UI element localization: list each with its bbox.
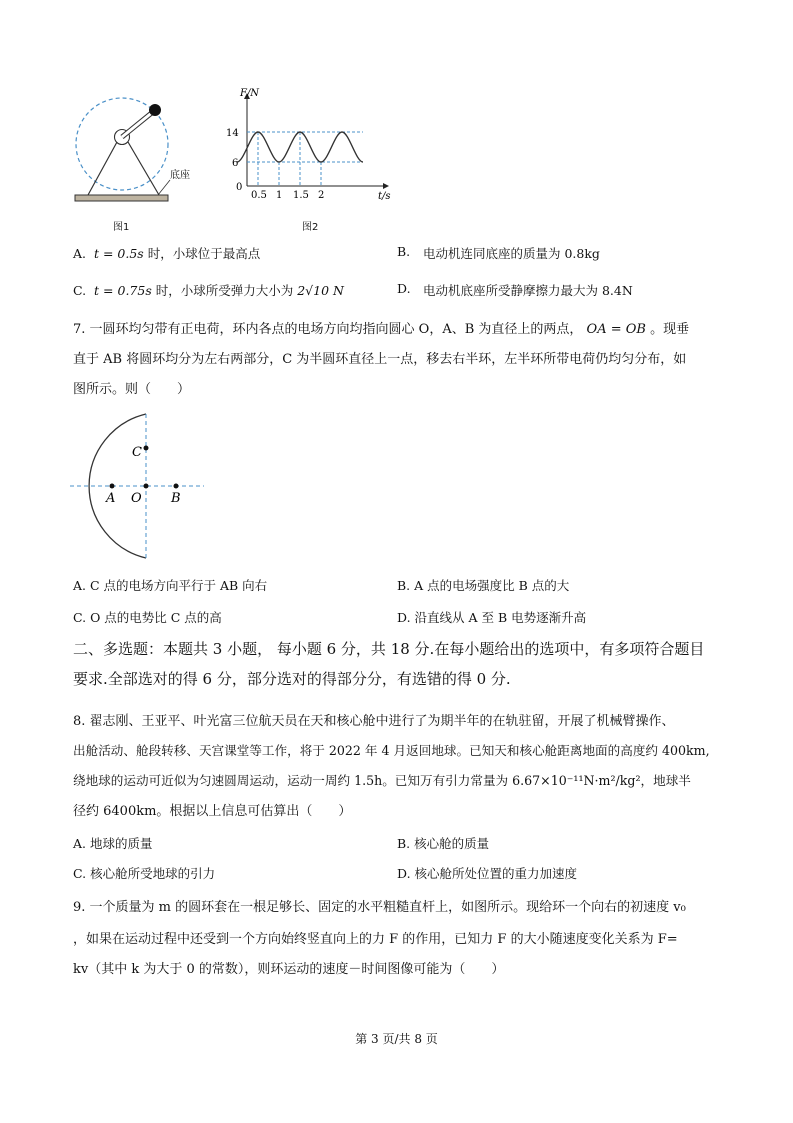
point-b: [174, 484, 179, 489]
section-2-line-1: 二、多选题：本题共 3 小题， 每小题 6 分，共 18 分.在每小题给出的选项中，有多项符合题目: [73, 640, 705, 658]
figure-2-force-graph: [220, 86, 400, 206]
base-plate: [75, 195, 168, 201]
q8-line-3: 绕地球的运动可近似为匀速圆周运动，运动一周约 1.5h。已知万有引力常量为 6.67×10⁻¹¹N·m²/kg²，地球半: [73, 773, 691, 788]
q8-option-b[interactable]: B. 核心舱的质量: [397, 836, 490, 851]
q9-line-2: ，如果在运动过程中还受到一个方向始终竖直向上的力 F 的作用，已知力 F 的大小随速度变化关系为 F=: [73, 932, 678, 947]
q7-half-ring-figure: [66, 410, 216, 560]
q6-option-c[interactable]: C. t = 0.75s 时，小球所受弹力大小为 2√10 N: [73, 283, 344, 298]
q6-option-d[interactable]: 电动机底座所受静摩擦力最大为 8.4N: [423, 283, 633, 298]
q9-line-1: 9. 一个质量为 m 的圆环套在一根足够长、固定的水平粗糙直杆上，如图所示。现给环一个向右的初速度 v₀: [73, 900, 686, 915]
point-a: [110, 484, 115, 489]
x-tick-2: 2: [318, 190, 325, 201]
q8-option-a[interactable]: A. 地球的质量: [73, 836, 153, 851]
q7-line-1: 7. 一圆环均匀带有正电荷，环内各点的电场方向均指向圆心 O，A、B 为直径上的两点， OA = OB 。现垂: [73, 322, 690, 337]
q7-option-b[interactable]: B. A 点的电场强度比 B 点的大: [397, 578, 570, 593]
q7-option-c[interactable]: C. O 点的电势比 C 点的高: [73, 610, 222, 625]
q8-option-c[interactable]: C. 核心舱所受地球的引力: [73, 866, 216, 881]
support-leg-right: [128, 142, 159, 195]
point-o: [144, 484, 149, 489]
label-b: B: [171, 491, 181, 506]
label-a: A: [106, 491, 116, 506]
q7-option-a[interactable]: A. C 点的电场方向平行于 AB 向右: [73, 578, 268, 593]
x-tick-1: 1: [276, 190, 283, 201]
section-2-line-2: 要求.全部选对的得 6 分，部分选对的得部分分，有选错的得 0 分.: [73, 670, 511, 688]
label-o: O: [131, 491, 142, 506]
q6-option-b-letter: B.: [397, 244, 411, 259]
half-ring: [89, 414, 146, 558]
point-c: [144, 446, 149, 451]
q6-option-a[interactable]: A. t = 0.5s 时，小球位于最高点: [73, 246, 261, 261]
support-leg-left: [88, 142, 117, 195]
q8-line-1: 8. 翟志刚、王亚平、叶光富三位航天员在天和核心舱中进行了为期半年的在轨驻留，开展了机械臂操作、: [73, 714, 675, 729]
figure-1-motor-diagram: [70, 96, 195, 208]
q7-line-3: 图所示。则（ ）: [73, 382, 191, 397]
q8-line-4: 径约 6400km。根据以上信息可估算出（ ）: [73, 804, 352, 819]
page-footer: 第 3 页/共 8 页: [355, 1032, 438, 1046]
figure-2-caption: 图2: [302, 222, 319, 233]
q7-option-d[interactable]: D. 沿直线从 A 至 B 电势逐渐升高: [397, 610, 587, 625]
q8-option-d[interactable]: D. 核心舱所处位置的重力加速度: [397, 866, 578, 881]
q7-line-2: 直于 AB 将圆环均分为左右两部分，C 为半圆环直径上一点，移去右半环，左半环所带电荷仍均匀分布，如: [73, 352, 687, 367]
q6-option-b[interactable]: 电动机连同底座的质量为 0.8kg: [423, 246, 600, 261]
x-axis-label: t/s: [378, 191, 391, 202]
base-label: 底座: [170, 170, 190, 181]
y-tick-0: 0: [236, 182, 243, 193]
figure-1-caption: 图1: [113, 222, 130, 233]
y-tick-6: 6: [232, 158, 239, 169]
y-tick-14: 14: [226, 128, 239, 139]
x-tick-0.5: 0.5: [251, 190, 267, 201]
ball: [149, 104, 161, 116]
q6-option-d-letter: D.: [397, 281, 411, 296]
x-tick-1.5: 1.5: [293, 190, 309, 201]
label-c: C: [132, 445, 142, 460]
q8-line-2: 出舱活动、舱段转移、天宫课堂等工作，将于 2022 年 4 月返回地球。已知天和核心舱距离地面的高度约 400km,: [73, 743, 710, 758]
q9-line-3: kv（其中 k 为大于 0 的常数），则环运动的速度－时间图像可能为（ ）: [73, 962, 505, 977]
y-axis-label: F/N: [240, 88, 260, 99]
